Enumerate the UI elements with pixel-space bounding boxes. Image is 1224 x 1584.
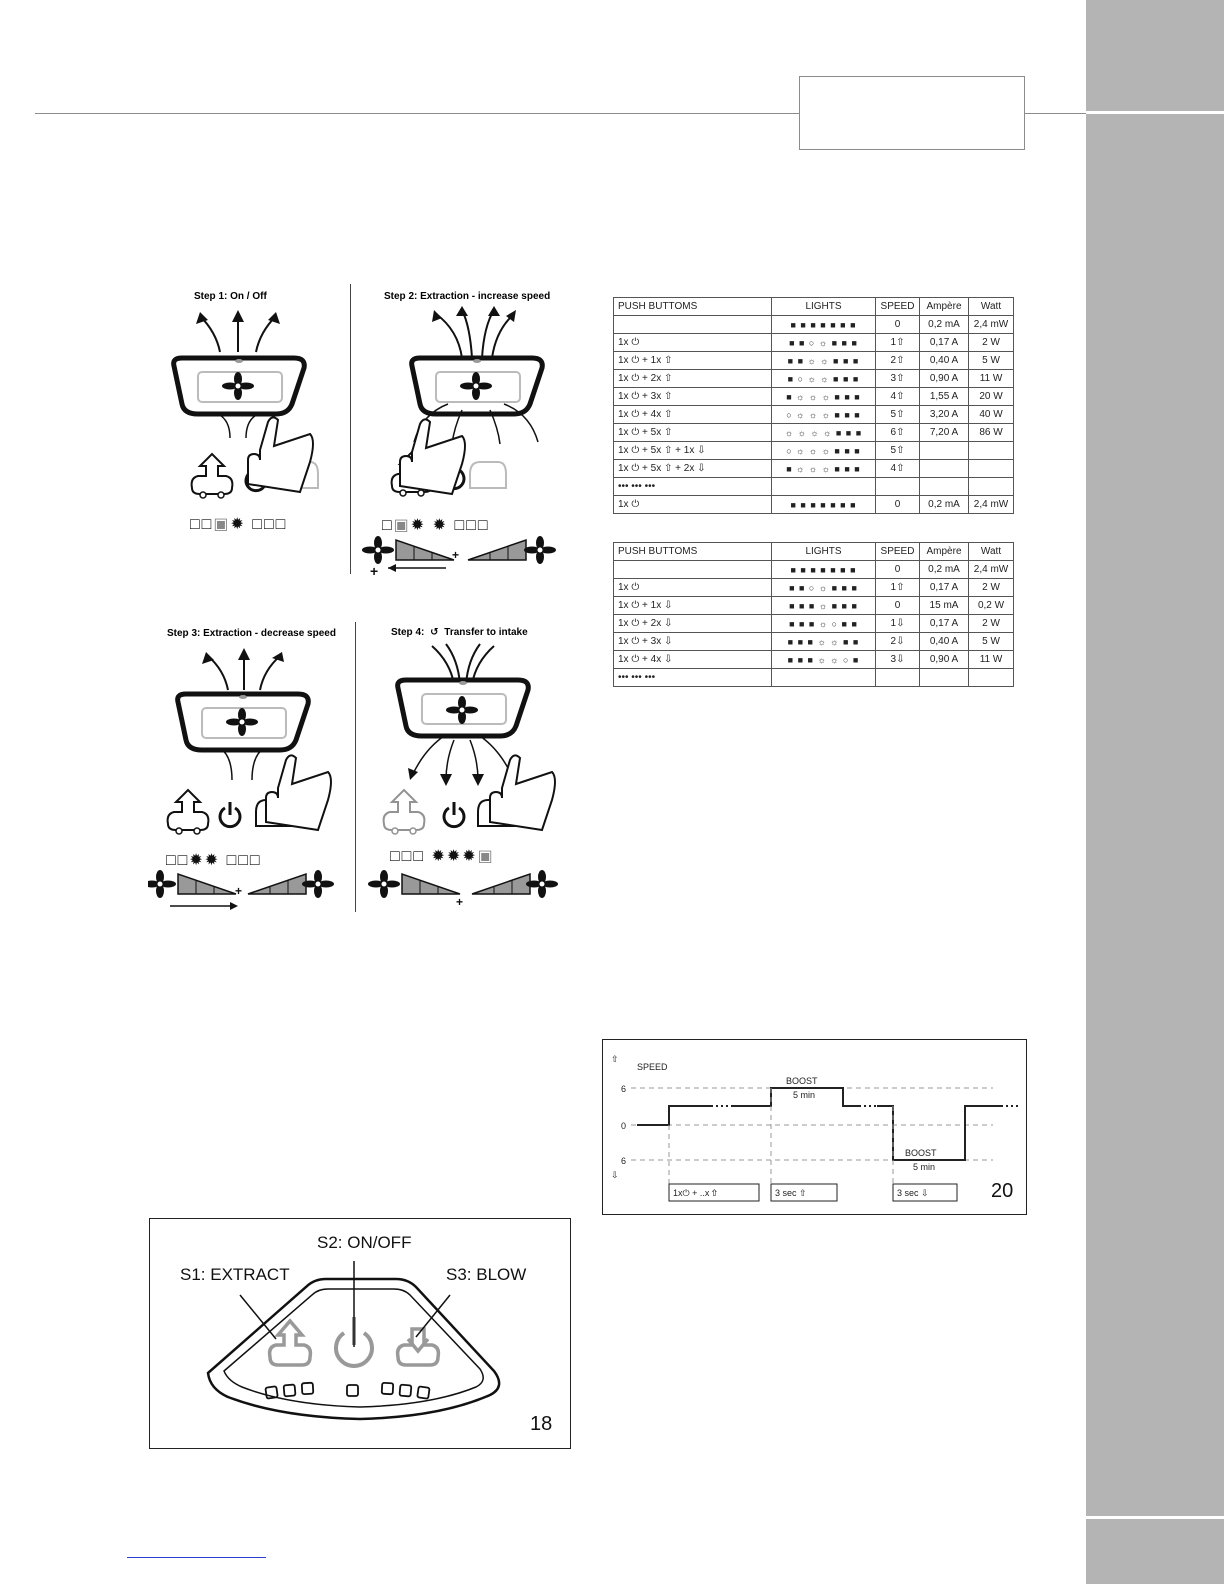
cell-watt [969,460,1014,478]
cell-ampere: 0,2 mA [920,496,969,514]
led-indicator-row [265,1383,429,1399]
cell-watt: 11 W [969,651,1014,669]
step4-led-row: □□□ ✹✹✹▣ [390,848,495,865]
cell-ampere: 0,17 A [920,334,969,352]
cell-ampere: 0,40 A [920,352,969,370]
intake-speed-table [613,542,1014,687]
cell-lights [772,478,876,496]
table-row [614,316,1014,334]
cell-speed [876,478,920,496]
step1-led-row: □□▣✹ □□□ [190,516,288,533]
cell-lights: ■ ■ ■ ☼ ☼ ■ ■ [772,633,876,651]
cell-ampere: 0,40 A [920,633,969,651]
cell-lights: ■ ☼ ☼ ☼ ■ ■ ■ [772,388,876,406]
table-row [614,478,1014,496]
cell-watt: 86 W [969,424,1014,442]
cell-speed: 3⇧ [876,370,920,388]
cell-lights: ■ ■ ○ ☼ ■ ■ ■ [772,579,876,597]
box-step2-text: 3 sec ⇧ [775,1188,807,1198]
box-step3-text: 3 sec ⇩ [897,1188,929,1198]
cell-speed: 2⇧ [876,352,920,370]
table-row [614,352,1014,370]
cell-watt: 0,2 W [969,597,1014,615]
boost-top-time: 5 min [793,1090,816,1100]
cell-watt [969,442,1014,460]
cell-speed: 1⇩ [876,615,920,633]
extract-button[interactable] [270,1321,311,1365]
cell-speed: 0 [876,561,920,579]
table-row [614,370,1014,388]
header-lights: LIGHTS [772,298,876,316]
cell-lights: ■ ■ ■ ☼ ○ ■ ■ [772,615,876,633]
step3-minus-label: - [230,897,235,913]
cell-lights [772,669,876,687]
cell-ampere [920,442,969,460]
cell-ampere: 3,20 A [920,406,969,424]
boost-chart-svg [603,1040,1026,1214]
cell-ampere: 0,90 A [920,370,969,388]
header-speed: SPEED [876,543,920,561]
ytick-bottom: 6 [621,1156,627,1166]
table-header-row [614,298,1014,316]
cell-speed: 5⇧ [876,442,920,460]
header-speed: SPEED [876,298,920,316]
cell-watt: 2 W [969,579,1014,597]
cell-push: 1x ⏻ + 5x ⇧ + 1x ⇩ [614,442,772,460]
boost-chart-figure [602,1039,1027,1215]
table-row [614,496,1014,514]
cell-push: ••• ••• ••• [614,669,772,687]
step4-label: Transfer to intake [444,627,528,638]
cell-ampere: 15 mA [920,597,969,615]
cell-watt: 2 W [969,615,1014,633]
cell-speed: 3⇩ [876,651,920,669]
cell-speed: 5⇧ [876,406,920,424]
table-row [614,597,1014,615]
extract-speed-table [613,297,1014,514]
sidebar-divider-top [1086,111,1224,114]
rotate-icon: ↺ [430,627,439,638]
figure-number-20: 20 [991,1180,1014,1202]
sidebar-divider-bottom [1086,1516,1224,1519]
step1-illustration [160,302,350,542]
cell-ampere [920,478,969,496]
cell-speed: 4⇧ [876,388,920,406]
cell-speed: 1⇧ [876,334,920,352]
cell-watt: 2,4 mW [969,496,1014,514]
cell-lights: ○ ☼ ☼ ☼ ■ ■ ■ [772,442,876,460]
cell-watt [969,669,1014,687]
cell-push [614,561,772,579]
cell-watt: 5 W [969,633,1014,651]
control-panel-svg [150,1219,570,1448]
cell-speed: 0 [876,597,920,615]
step4-illustration [362,640,562,915]
cell-lights: ■ ■ ■ ■ ■ ■ ■ [772,561,876,579]
boost-bottom-label: BOOST [905,1148,937,1158]
cell-push: 1x ⏻ + 3x ⇩ [614,633,772,651]
figure-number-18: 18 [530,1413,553,1435]
table-row [614,442,1014,460]
step2-mid-plus: + [452,548,460,562]
up-icon: ⇧ [611,1054,619,1064]
cell-speed: 6⇧ [876,424,920,442]
cell-ampere: 0,90 A [920,651,969,669]
steps-divider-bottom [355,622,356,912]
table-row [614,579,1014,597]
table-row [614,388,1014,406]
cell-watt: 20 W [969,388,1014,406]
cell-watt: 40 W [969,406,1014,424]
speed-line-boost-down [877,1106,1001,1160]
cell-lights: ■ ■ ■ ☼ ☼ ○ ■ [772,651,876,669]
step4-mid-plus: + [456,895,464,909]
cell-push: 1x ⏻ + 5x ⇧ + 2x ⇩ [614,460,772,478]
cell-lights: ■ ☼ ☼ ☼ ■ ■ ■ [772,460,876,478]
cell-lights: ○ ☼ ☼ ☼ ■ ■ ■ [772,406,876,424]
header-push: PUSH BUTTOMS [614,298,772,316]
cell-ampere: 0,2 mA [920,561,969,579]
cell-speed [876,669,920,687]
cell-watt: 2 W [969,334,1014,352]
cell-push: 1x ⏻ [614,496,772,514]
table-row [614,561,1014,579]
cell-push: 1x ⏻ + 5x ⇧ [614,424,772,442]
cell-watt: 2,4 mW [969,316,1014,334]
table-row [614,424,1014,442]
step3-led-row: □□✹✹ □□□ [166,852,262,869]
cell-watt: 2,4 mW [969,561,1014,579]
speed-label: SPEED [637,1062,668,1072]
boost-top-label: BOOST [786,1076,818,1086]
cell-push: 1x ⏻ + 2x ⇧ [614,370,772,388]
ytick-mid: 0 [621,1121,627,1131]
header-ampere: Ampère [920,298,969,316]
step4-prefix: Step 4: [391,627,425,638]
step4-title [391,627,528,638]
table-row [614,669,1014,687]
cell-speed: 1⇧ [876,579,920,597]
cell-ampere [920,460,969,478]
steps-divider-top [350,284,351,574]
cell-push: 1x ⏻ [614,334,772,352]
ytick-top: 6 [621,1084,627,1094]
cell-speed: 0 [876,496,920,514]
cell-push: 1x ⏻ + 4x ⇩ [614,651,772,669]
cell-watt: 5 W [969,352,1014,370]
cell-watt: 11 W [969,370,1014,388]
cell-lights: ■ ○ ☼ ☼ ■ ■ ■ [772,370,876,388]
step3-mid-plus: + [235,884,243,898]
cell-speed: 0 [876,316,920,334]
cell-watt [969,478,1014,496]
header-watt: Watt [969,543,1014,561]
table-row [614,615,1014,633]
cell-push [614,316,772,334]
cell-push: 1x ⏻ + 2x ⇩ [614,615,772,633]
s2-onoff-label: S2: ON/OFF [317,1233,412,1252]
step3-illustration [148,640,348,915]
cell-push: ••• ••• ••• [614,478,772,496]
header-watt: Watt [969,298,1014,316]
control-panel-figure [149,1218,571,1449]
cell-push: 1x ⏻ + 3x ⇧ [614,388,772,406]
cell-ampere: 0,17 A [920,579,969,597]
table-row [614,651,1014,669]
cell-lights: ☼ ☼ ☼ ☼ ■ ■ ■ [772,424,876,442]
step2-title: Step 2: Extraction - increase speed [384,291,551,302]
table-row [614,406,1014,424]
header-ampere: Ampère [920,543,969,561]
cell-lights: ■ ■ ☼ ☼ ■ ■ ■ [772,352,876,370]
step2-illustration [362,302,562,577]
cell-speed: 4⇧ [876,460,920,478]
s3-pointer [416,1295,450,1337]
cell-lights: ■ ■ ○ ☼ ■ ■ ■ [772,334,876,352]
cell-ampere [920,669,969,687]
header-box [799,76,1025,150]
box-step1-text: 1x⏻ + ..x ⇧ [673,1188,717,1198]
table-header-row [614,543,1014,561]
boost-bottom-time: 5 min [913,1162,936,1172]
cell-speed: 2⇩ [876,633,920,651]
speed-line-1 [637,1106,711,1125]
s1-extract-label: S1: EXTRACT [180,1265,290,1284]
cell-push: 1x ⏻ + 1x ⇩ [614,597,772,615]
table-row [614,633,1014,651]
cell-push: 1x ⏻ + 1x ⇧ [614,352,772,370]
cell-ampere: 0,17 A [920,615,969,633]
footer-link-underline [127,1557,266,1558]
table-row [614,460,1014,478]
down-icon: ⇩ [611,1170,619,1180]
header-push: PUSH BUTTOMS [614,543,772,561]
cell-lights: ■ ■ ■ ■ ■ ■ ■ [772,496,876,514]
cell-ampere: 1,55 A [920,388,969,406]
cell-push: 1x ⏻ + 4x ⇧ [614,406,772,424]
step2-led-row: □▣✹ ✹ □□□ [382,517,490,534]
step1-title: Step 1: On / Off [194,291,267,302]
header-lights: LIGHTS [772,543,876,561]
s3-blow-label: S3: BLOW [446,1265,527,1284]
step3-title: Step 3: Extraction - decrease speed [167,628,336,639]
cell-push: 1x ⏻ [614,579,772,597]
step2-plus-label: + [370,563,379,579]
cell-ampere: 0,2 mA [920,316,969,334]
cell-lights: ■ ■ ■ ☼ ■ ■ ■ [772,597,876,615]
right-sidebar-band [1086,0,1224,1584]
cell-lights: ■ ■ ■ ■ ■ ■ ■ [772,316,876,334]
table-row [614,334,1014,352]
cell-ampere: 7,20 A [920,424,969,442]
